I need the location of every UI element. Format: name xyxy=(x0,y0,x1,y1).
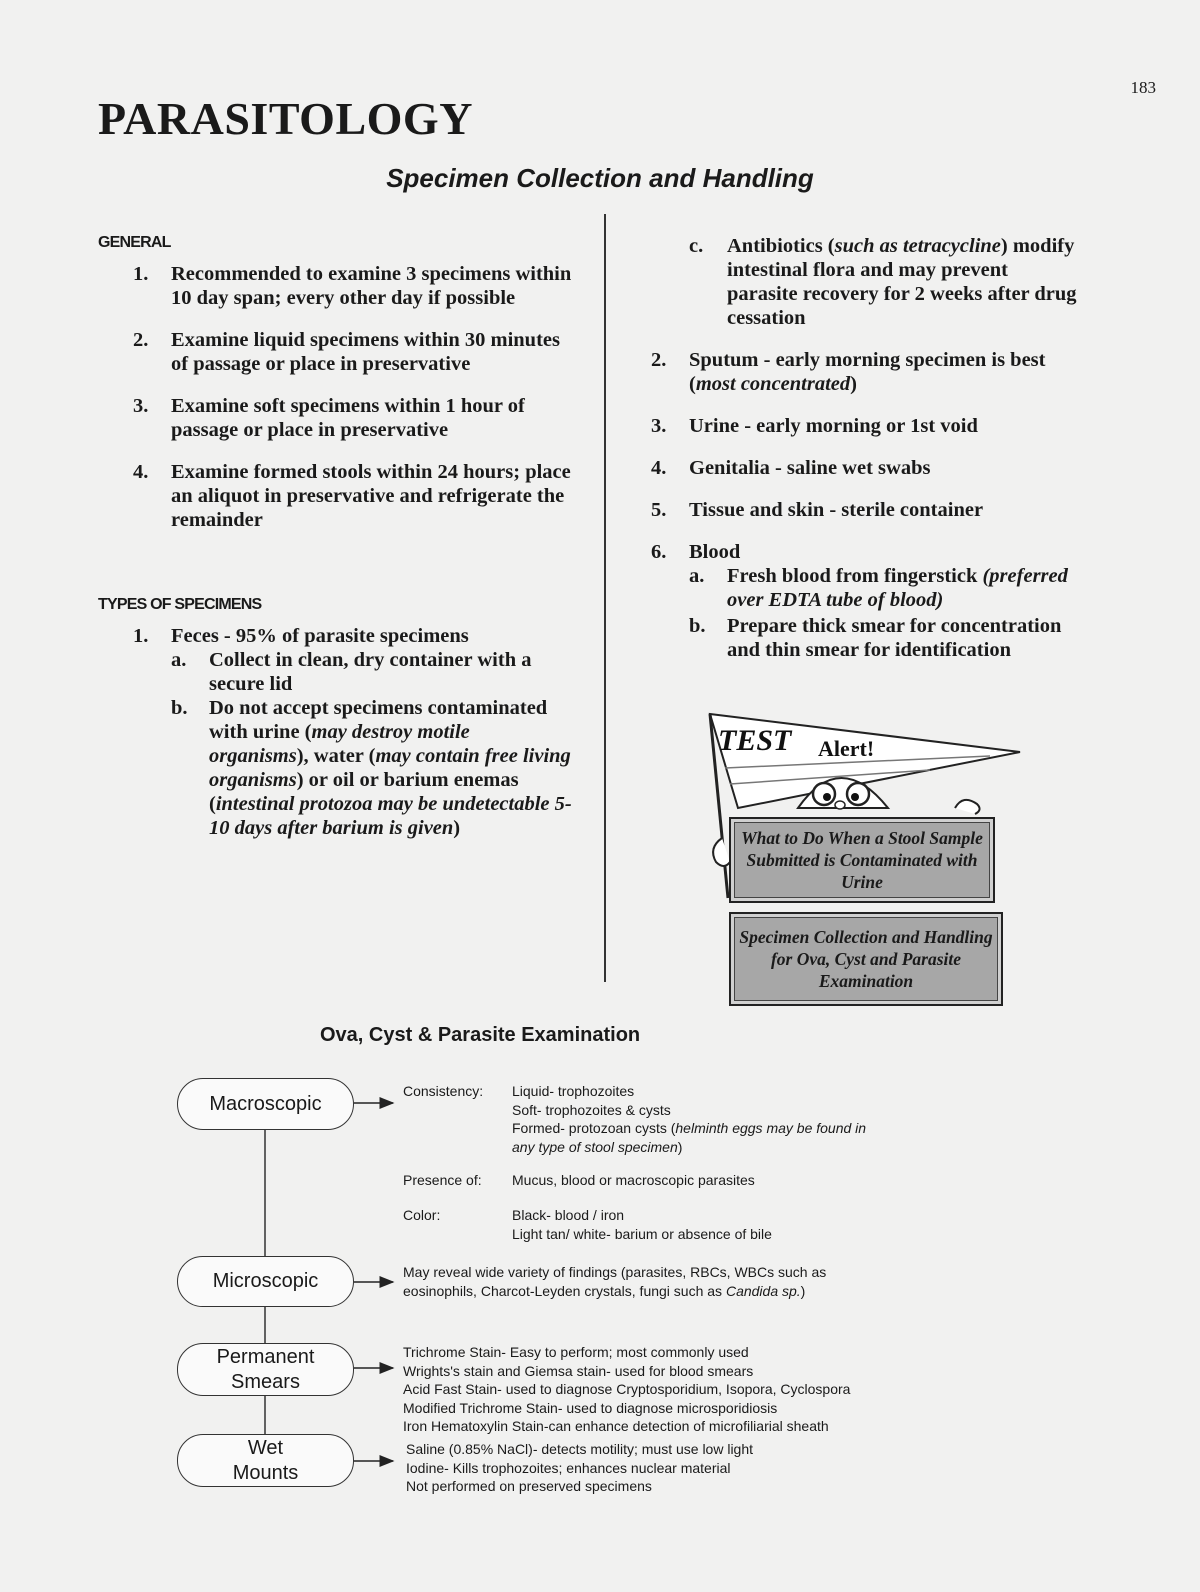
types-heading: TYPES OF SPECIMENS xyxy=(98,596,262,613)
banner-alert-text: Alert! xyxy=(818,736,875,761)
list-item: 4. Examine formed stools within 24 hours; place an aliquot in preservative and refrigerate the remainder xyxy=(133,461,571,531)
list-item: Iodine- Kills trophozoites; enhances nuclear material xyxy=(406,1459,731,1476)
color-label: Color: xyxy=(403,1207,441,1223)
page-subtitle: Specimen Collection and Handling xyxy=(386,163,814,193)
list-item: a. Fresh blood from fingerstick (preferred over EDTA tube of blood) xyxy=(689,565,1068,611)
list-item: 3. Examine soft specimens within 1 hour of passage or place in preservative xyxy=(133,395,525,441)
presence-value: Mucus, blood or macroscopic parasites xyxy=(512,1172,755,1188)
permanent-smears-list xyxy=(403,1343,923,1436)
consistency-values: Liquid- trophozoites Soft- trophozoites & cysts Formed- protozoan cysts (helminth eggs may be found in any type of stool specimen) xyxy=(512,1083,867,1155)
banner-test-text: TEST xyxy=(718,724,792,757)
list-item: Acid Fast Stain- used to diagnose Cryptosporidium, Isopora, Cyclospora xyxy=(403,1381,851,1397)
list-item: Modified Trichrome Stain- used to diagnose microsporidiosis xyxy=(403,1399,778,1416)
list-item: 4. Genitalia - saline wet swabs xyxy=(651,457,931,479)
list-item: 2. Sputum - early morning specimen is best (most concentrated) xyxy=(651,349,1046,395)
flowchart-title: Ova, Cyst & Parasite Examination xyxy=(320,1024,641,1046)
list-item: 5. Tissue and skin - sterile container xyxy=(651,499,984,521)
list-item: 1. Recommended to examine 3 specimens within 10 day span; every other day if possible xyxy=(133,263,572,309)
microscopic-text: May reveal wide variety of findings (parasites, RBCs, WBCs such as eosinophils, Charcot-Leyden crystals, fungi such as Candida sp.) xyxy=(403,1264,827,1299)
list-item: c. Antibiotics (such as tetracycline) modify intestinal flora and may prevent parasite recovery for 2 weeks after drug cessation xyxy=(689,235,1077,329)
list-item: 2. Examine liquid specimens within 30 minutes of passage or place in preservative xyxy=(133,329,560,375)
list-item: a. Collect in clean, dry container with a secure lid xyxy=(171,649,532,695)
page-number: 183 xyxy=(1130,78,1156,97)
node-wet-mounts: Wet Mounts xyxy=(177,1434,354,1487)
consistency-label: Consistency: xyxy=(403,1083,484,1099)
list-item: 3. Urine - early morning or 1st void xyxy=(651,415,978,437)
list-item: b. Prepare thick smear for concentration and thin smear for identification xyxy=(689,615,1062,661)
list-item: 6. Blood xyxy=(651,541,741,563)
alert-box-urine-contamination[interactable]: What to Do When a Stool Sample Submitted is Contaminated with Urine xyxy=(729,817,995,903)
alert-box-specimen-collection[interactable]: Specimen Collection and Handling for Ova, Cyst and Parasite Examination xyxy=(729,912,1003,1006)
node-macroscopic: Macroscopic xyxy=(177,1078,354,1130)
node-permanent-smears: Permanent Smears xyxy=(177,1343,354,1396)
list-item: b. Do not accept specimens contaminated with urine (may destroy motile organisms), water (may contain free living organisms) or oil or barium enemas (intestinal protozoa may be undetectable 5-10 days after barium is given) xyxy=(171,697,572,839)
list-item: Saline (0.85% NaCl)- detects motility; must use low light xyxy=(406,1441,754,1457)
list-item: Iron Hematoxylin Stain-can enhance detection of microfiliarial sheath xyxy=(403,1418,829,1434)
node-microscopic: Microscopic xyxy=(177,1256,354,1307)
list-item: 1. Feces - 95% of parasite specimens xyxy=(133,625,469,647)
list-item: Not performed on preserved specimens xyxy=(406,1478,652,1494)
list-item: Wrights's stain and Giemsa stain- used for blood smears xyxy=(403,1362,754,1379)
wet-mounts-list xyxy=(406,1440,846,1496)
general-heading: GENERAL xyxy=(98,234,171,251)
page-title: PARASITOLOGY xyxy=(98,93,473,144)
presence-label: Presence of: xyxy=(403,1172,482,1188)
color-values: Black- blood / iron Light tan/ white- barium or absence of bile xyxy=(512,1207,772,1242)
list-item: Trichrome Stain- Easy to perform; most commonly used xyxy=(403,1344,749,1360)
